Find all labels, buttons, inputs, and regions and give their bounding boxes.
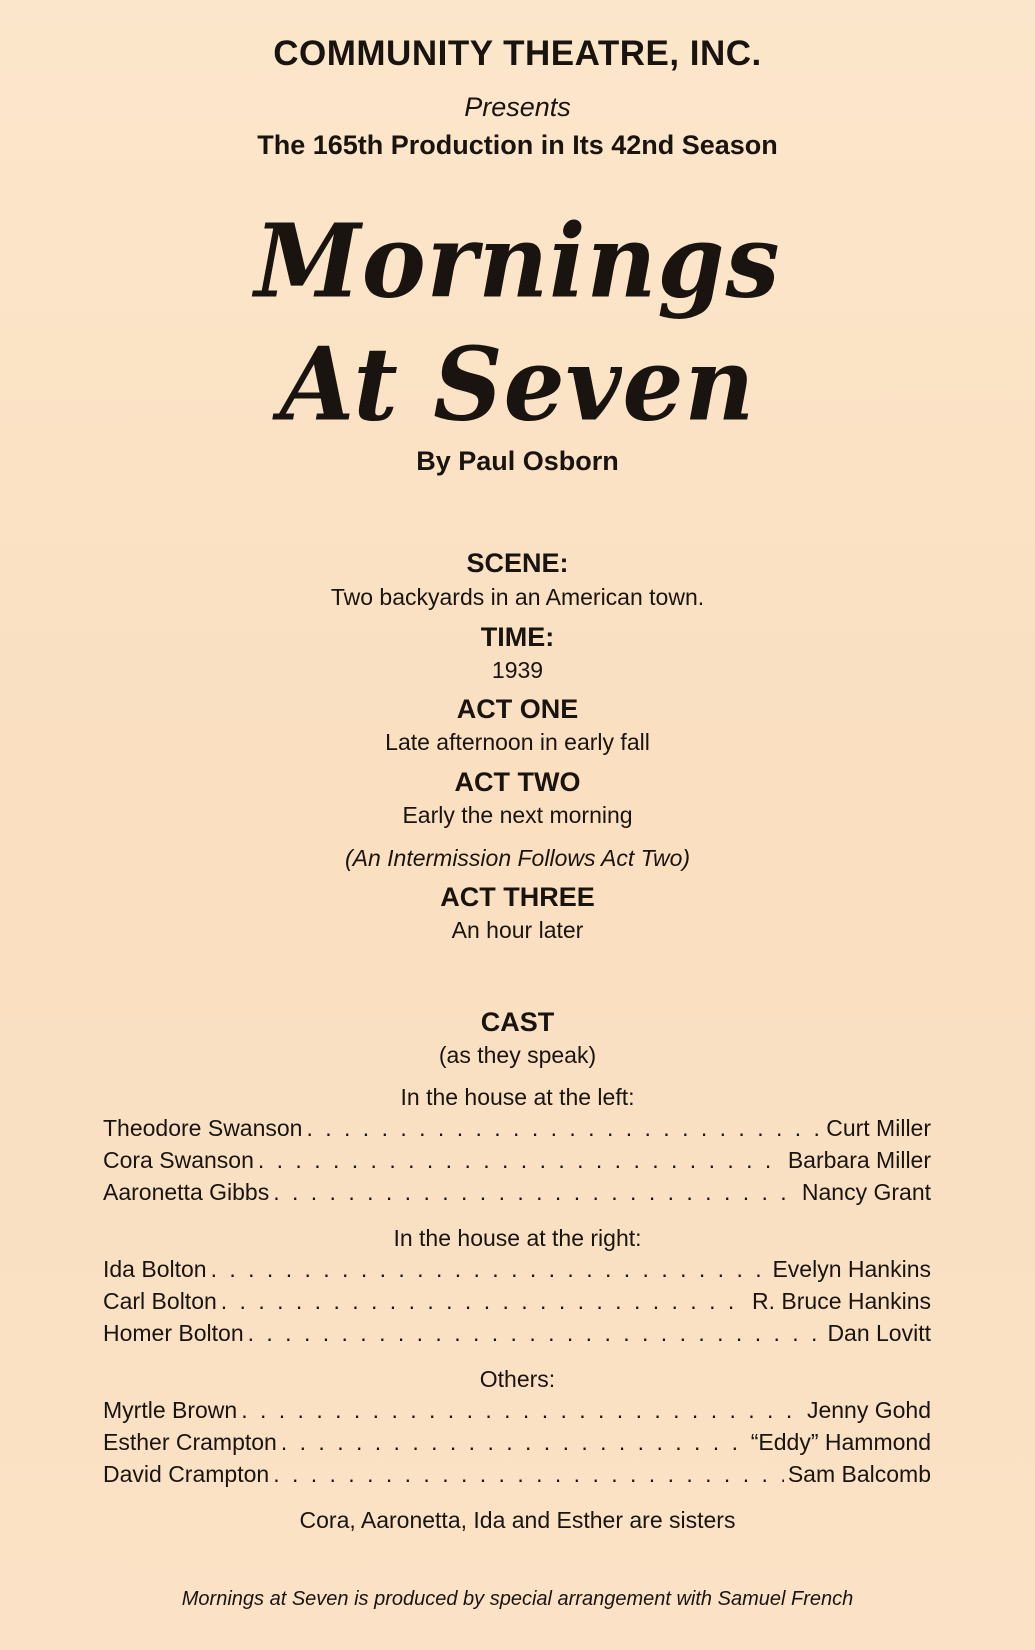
cast-role: Ida Bolton — [103, 1256, 207, 1282]
cast-row — [103, 1397, 931, 1427]
cast-role: David Crampton — [103, 1461, 270, 1487]
cast-actor: Barbara Miller — [787, 1147, 931, 1173]
production-line: The 165th Production in Its 42nd Season — [257, 130, 778, 160]
time-text: 1939 — [491, 657, 544, 683]
cast-subtitle: (as they speak) — [438, 1042, 597, 1068]
act-two-label: ACT TWO — [454, 767, 581, 797]
scene-text: Two backyards in an American town. — [330, 584, 705, 610]
cast-note: Cora, Aaronetta, Ida and Esther are sisters — [299, 1507, 736, 1533]
cast-actor: Dan Lovitt — [827, 1320, 931, 1346]
cast-actor: Nancy Grant — [801, 1179, 931, 1205]
cast-role: Theodore Swanson — [103, 1115, 303, 1141]
leader-dots — [221, 1288, 748, 1315]
time-label: TIME: — [480, 622, 555, 652]
leader-dots — [241, 1397, 803, 1424]
play-title-line-2: At Seven — [279, 325, 756, 444]
cast-actor: Evelyn Hankins — [772, 1256, 931, 1282]
cast-actor: Sam Balcomb — [787, 1461, 931, 1487]
leader-dots — [258, 1147, 784, 1174]
cast-group-heading: Others: — [479, 1366, 556, 1392]
cast-row — [103, 1256, 931, 1286]
act-three-label: ACT THREE — [440, 882, 595, 912]
cast-role: Myrtle Brown — [103, 1397, 238, 1423]
cast-row — [103, 1115, 931, 1145]
play-title-line-1: Mornings — [254, 202, 781, 321]
organization-name: COMMUNITY THEATRE, INC. — [273, 34, 762, 73]
leader-dots — [211, 1256, 769, 1283]
act-two-text: Early the next morning — [402, 802, 633, 828]
cast-actor: Jenny Gohd — [806, 1397, 931, 1423]
cast-group-heading: In the house at the left: — [400, 1084, 635, 1110]
leader-dots — [273, 1179, 798, 1206]
cast-actor: R. Bruce Hankins — [752, 1288, 931, 1314]
cast-row — [103, 1320, 931, 1350]
act-one-label: ACT ONE — [456, 694, 579, 724]
cast-row — [103, 1147, 931, 1177]
cast-role: Cora Swanson — [103, 1147, 254, 1173]
play-author: By Paul Osborn — [416, 446, 619, 476]
act-three-text: An hour later — [451, 917, 584, 943]
cast-group-heading: In the house at the right: — [393, 1225, 642, 1251]
cast-role: Esther Crampton — [103, 1429, 277, 1455]
cast-row — [103, 1429, 931, 1459]
leader-dots — [281, 1429, 747, 1456]
cast-role: Aaronetta Gibbs — [103, 1179, 270, 1205]
act-one-text: Late afternoon in early fall — [385, 729, 650, 755]
leader-dots — [306, 1115, 822, 1142]
presents-line: Presents — [464, 92, 571, 122]
cast-role: Homer Bolton — [103, 1320, 244, 1346]
intermission-note: (An Intermission Follows Act Two) — [344, 845, 691, 871]
cast-role: Carl Bolton — [103, 1288, 217, 1314]
cast-row — [103, 1179, 931, 1209]
cast-title: CAST — [480, 1007, 555, 1037]
cast-row — [103, 1461, 931, 1491]
rights-credit: Mornings at Seven is produced by special arrangement with Samuel French — [181, 1588, 854, 1610]
leader-dots — [248, 1320, 824, 1347]
scene-label: SCENE: — [466, 548, 569, 578]
cast-actor: “Eddy” Hammond — [750, 1429, 931, 1455]
cast-row — [103, 1288, 931, 1318]
leader-dots — [273, 1461, 784, 1488]
cast-actor: Curt Miller — [826, 1115, 931, 1141]
